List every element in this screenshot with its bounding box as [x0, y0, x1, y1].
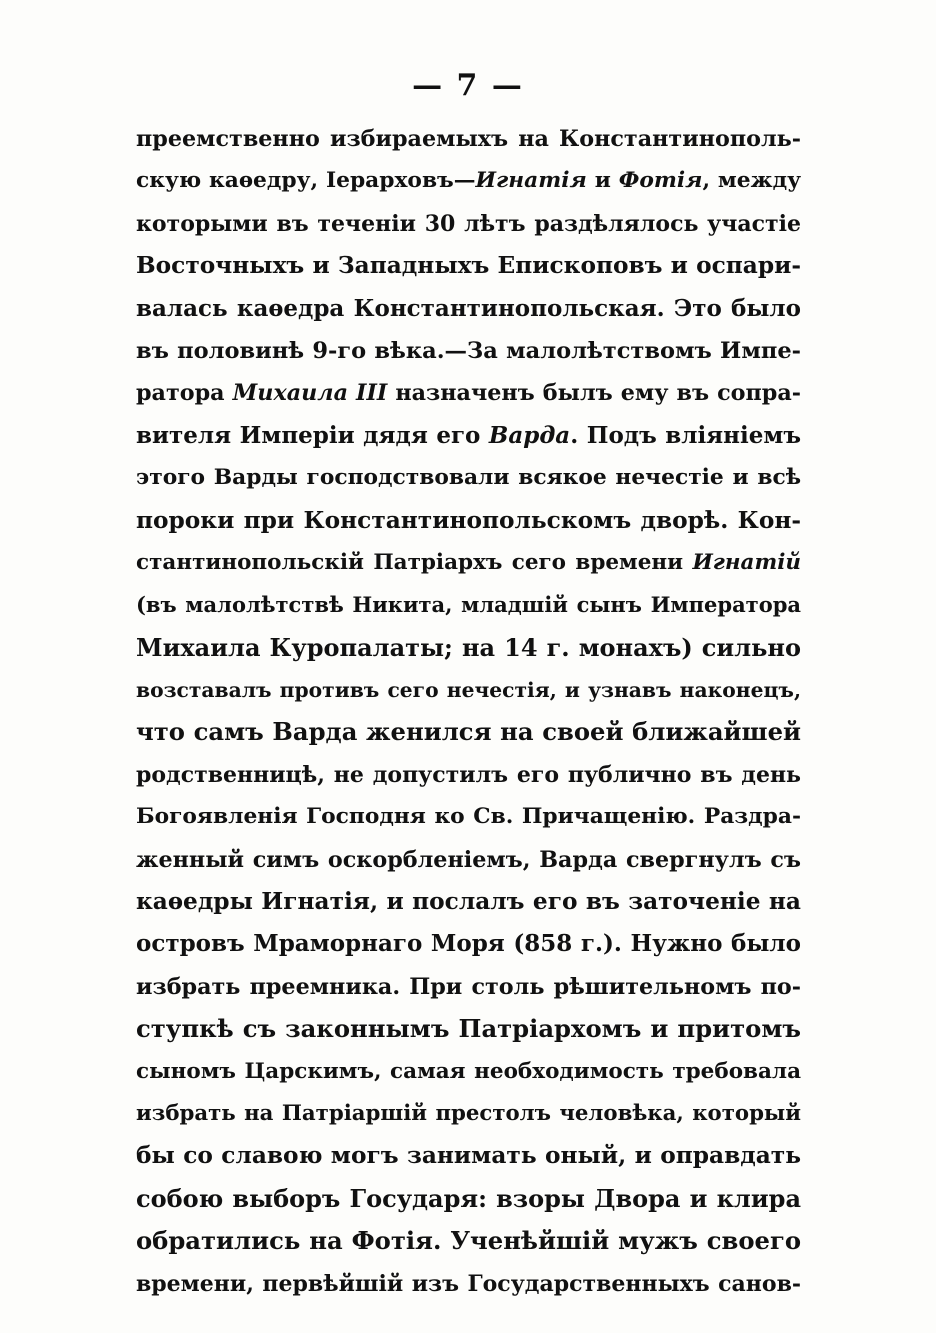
text-line	[136, 1051, 801, 1093]
text-line	[136, 839, 801, 881]
text-segment: пороки при Константинопольскомъ дворѣ. Кон-	[136, 506, 801, 534]
text-line	[136, 288, 801, 330]
text-line	[136, 881, 801, 923]
text-segment: этого Варды господствовали всякое нечестіе и всѣ	[136, 465, 801, 491]
text-line	[136, 415, 801, 457]
text-line	[136, 1178, 801, 1220]
text-segment: бы со славою могъ занимать оный, и оправдать	[136, 1142, 801, 1170]
text-line	[136, 1220, 801, 1262]
text-segment: что самъ Варда женился на своей ближайшей	[136, 717, 801, 747]
body-text	[136, 118, 801, 1305]
text-line	[136, 711, 801, 753]
text-segment: которыми въ теченіи 30 лѣтъ раздѣлялось участіе	[136, 210, 801, 237]
text-segment: женный симъ оскорбленіемъ, Варда свергнулъ съ	[136, 846, 801, 873]
text-segment: ратора	[136, 380, 233, 407]
text-line	[136, 966, 801, 1008]
text-segment: избрать преемника. При столь рѣшительномъ по-	[136, 973, 801, 1000]
text-line	[136, 457, 801, 499]
text-segment: времени, первѣйшій изъ Государственныхъ санов-	[136, 1270, 801, 1297]
text-line	[136, 160, 801, 202]
text-line	[136, 584, 801, 626]
text-segment: Восточныхъ и Западныхъ Епископовъ и оспари-	[136, 252, 801, 280]
text-line	[136, 1263, 801, 1305]
text-line	[136, 796, 801, 838]
text-segment: возставалъ противъ сего нечестія, и узнавъ наконецъ,	[136, 678, 801, 703]
italic-name: Игнатія	[475, 168, 587, 194]
text-segment: островъ Мраморнаго Моря (858 г.). Нужно было	[136, 930, 801, 958]
text-segment: ступкѣ съ законнымъ Патріархомъ и притомъ	[136, 1014, 801, 1044]
italic-name: Игнатій	[692, 549, 801, 575]
text-line	[136, 923, 801, 965]
text-segment: обратились на Фотія. Ученѣйшій мужъ своего	[136, 1226, 801, 1256]
text-segment: избрать на Патріаршій престолъ человѣка, который	[136, 1100, 801, 1126]
page-number: — 7 —	[412, 68, 524, 103]
text-segment: валась каѳедра Константинопольская. Это было	[136, 294, 801, 322]
text-segment: собою выборъ Государя: взоры Двора и клира	[136, 1183, 801, 1213]
text-segment: назначенъ былъ ему въ сопра-	[387, 380, 802, 407]
text-segment: сыномъ Царскимъ, самая необходимость требовала	[136, 1058, 801, 1084]
text-line	[136, 1008, 801, 1050]
italic-name: Фотія	[618, 168, 703, 194]
text-line	[136, 1135, 801, 1177]
text-line	[136, 1093, 801, 1135]
text-segment: Богоявленія Господня ко Св. Причащенію. Раздра-	[136, 804, 801, 830]
text-line	[136, 372, 801, 414]
text-segment: каѳедры Игнатія, и послалъ его въ заточеніе на	[136, 888, 801, 916]
text-segment: преемственно избираемыхъ на Константинополь-	[136, 126, 801, 152]
text-segment: , между	[702, 168, 802, 194]
text-segment: стантинопольскій Патріархъ сего времени	[136, 549, 693, 575]
text-line	[136, 118, 801, 160]
text-segment: и	[586, 168, 619, 194]
text-line	[136, 500, 801, 542]
text-line	[136, 669, 801, 711]
text-segment: въ половинѣ 9-го вѣка.—За малолѣтствомъ Импе-	[136, 337, 801, 364]
text-segment: (въ малолѣтствѣ Никита, младшій сынъ Императора	[136, 592, 801, 618]
text-line	[136, 203, 801, 245]
text-segment: родственницѣ, не допустилъ его публично въ день	[136, 761, 801, 788]
italic-name: Варда	[488, 421, 571, 449]
text-segment: вителя Имперіи дядя его	[136, 421, 489, 449]
text-segment: Михаила Куропалаты; на 14 г. монахъ) сильно	[136, 632, 801, 662]
text-line	[136, 245, 801, 287]
text-segment: скую каѳедру, Іерарховъ—	[136, 168, 476, 194]
text-line	[136, 330, 801, 372]
text-line	[136, 754, 801, 796]
italic-name: Михаила III	[232, 380, 388, 407]
text-segment: . Подъ вліяніемъ	[570, 421, 802, 449]
text-line	[136, 627, 801, 669]
text-line	[136, 542, 801, 584]
